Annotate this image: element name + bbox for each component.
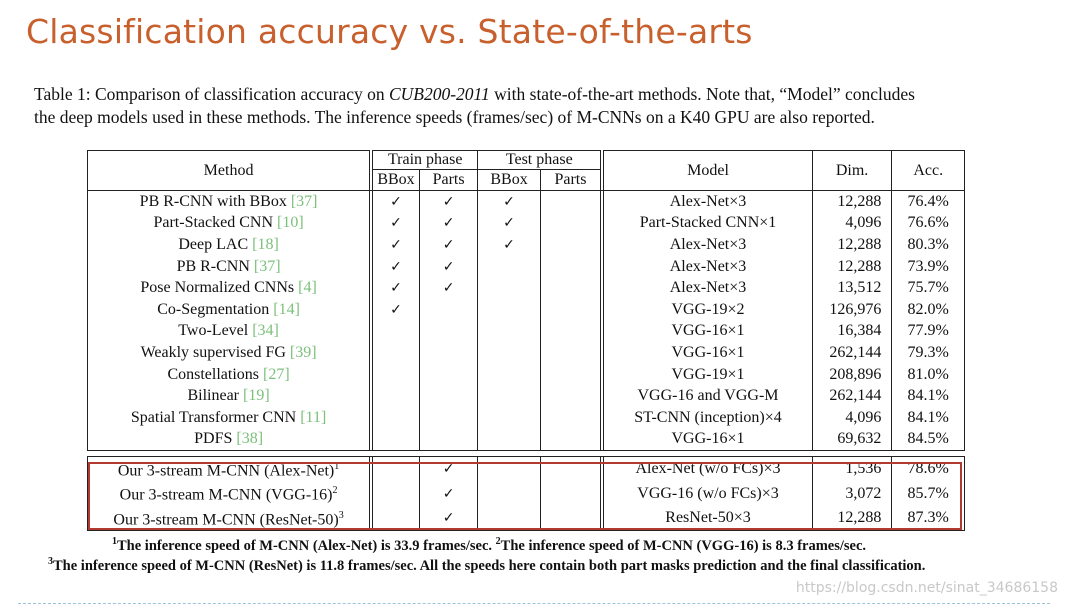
train-bbox-cell [373,429,420,451]
train-parts-cell [419,506,477,531]
train-parts-cell [419,429,477,451]
test-parts-cell [540,191,600,213]
header-test-parts: Parts [540,170,600,191]
test-bbox-cell [478,342,540,364]
method-name: Spatial Transformer CNN [11] [88,407,370,429]
model-name: ST-CNN (inception)×4 [604,407,813,429]
slide-bottom-divider [18,603,1050,604]
test-bbox-cell [478,481,540,505]
header-test-bbox: BBox [478,170,540,191]
test-parts-cell [540,299,600,321]
method-row [88,407,965,429]
checkmark-icon: ✓ [442,461,455,478]
header-test-phase: Test phase [478,151,601,170]
method-row [88,256,965,278]
train-bbox-cell [373,321,420,343]
method-row [88,364,965,386]
footnote-mark: 2 [332,485,338,497]
test-parts-cell [540,506,600,531]
dimension-value: 208,896 [812,364,892,386]
dimension-value: 12,288 [812,256,892,278]
header-acc: Acc. [892,151,965,191]
citation-ref: [11] [300,408,327,426]
test-bbox-cell [478,457,540,482]
train-parts-cell [419,457,477,482]
dataset-name: CUB200-2011 [388,84,490,104]
test-bbox-cell [478,364,540,386]
method-row [88,191,965,213]
accuracy-value: 85.7% [892,481,965,505]
dimension-value: 13,512 [812,277,892,299]
table-caption [34,83,1044,129]
header-train-bbox: BBox [373,170,420,191]
train-bbox-cell [373,191,420,213]
test-bbox-cell [478,256,540,278]
dimension-value: 1,536 [812,457,892,482]
test-parts-cell [540,321,600,343]
method-row [88,234,965,256]
accuracy-value: 80.3% [892,234,965,256]
header-dim: Dim. [812,151,892,191]
method-row [88,277,965,299]
train-parts-cell [419,277,477,299]
test-parts-cell [540,213,600,235]
train-bbox-cell [373,342,420,364]
citation-ref: [37] [253,257,281,275]
method-name: PB R-CNN [37] [88,256,370,278]
model-name: VGG-16×1 [604,342,813,364]
model-name: Alex-Net (w/o FCs)×3 [604,457,813,482]
method-row [88,299,965,321]
train-parts-cell [419,364,477,386]
dimension-value: 12,288 [812,234,892,256]
our-method-row [88,506,965,531]
model-name: Alex-Net×3 [604,191,813,213]
test-bbox-cell [478,277,540,299]
model-name: Alex-Net×3 [604,277,813,299]
citation-ref: [14] [273,300,300,318]
our-method-row [88,481,965,505]
dimension-value: 3,072 [812,481,892,505]
header-method: Method [88,151,370,191]
caption-line-2: the deep models used in these methods. The inference speeds (frames/sec) of M-CNNs on a K40 GPU are also reported. [34,107,875,127]
train-parts-cell [419,213,477,235]
footnote-mark: 3 [338,509,344,521]
citation-ref: [38] [236,430,264,448]
test-bbox-cell [478,299,540,321]
model-name: VGG-16×1 [604,321,813,343]
test-bbox-cell [478,407,540,429]
dimension-value: 12,288 [812,191,892,213]
dimension-value: 262,144 [812,385,892,407]
train-bbox-cell [373,364,420,386]
header-train-phase: Train phase [373,151,478,170]
test-parts-cell [540,481,600,505]
accuracy-value: 79.3% [892,342,965,364]
table-header [88,151,965,191]
accuracy-value: 78.6% [892,457,965,482]
checkmark-icon: ✓ [390,236,402,253]
model-name: Part-Stacked CNN×1 [604,213,813,235]
citation-ref: [4] [298,279,317,297]
test-bbox-cell [478,213,540,235]
dimension-value: 262,144 [812,342,892,364]
model-name: VGG-19×1 [604,364,813,386]
accuracy-value: 77.9% [892,321,965,343]
method-name: Deep LAC [18] [88,234,370,256]
method-name: Weakly supervised FG [39] [88,342,370,364]
checkmark-icon: ✓ [442,509,455,526]
method-name: Our 3-stream M-CNN (ResNet-50)$^3$ [88,506,370,531]
header-model: Model [604,151,813,191]
accuracy-value: 84.1% [892,385,965,407]
citation-ref: [27] [263,365,290,383]
dimension-value: 126,976 [812,299,892,321]
accuracy-value: 73.9% [892,256,965,278]
accuracy-value: 84.5% [892,429,965,451]
method-row [88,342,965,364]
accuracy-value: 81.0% [892,364,965,386]
method-name: PDFS [38] [88,429,370,451]
train-bbox-cell [373,234,420,256]
train-parts-cell [419,481,477,505]
checkmark-icon: ✓ [503,193,515,210]
checkmark-icon: ✓ [442,258,455,275]
dimension-value: 16,384 [812,321,892,343]
comparison-table [87,150,965,531]
checkmark-icon: ✓ [442,193,455,210]
train-bbox-cell [373,213,420,235]
train-bbox-cell [373,506,420,531]
train-bbox-cell [373,385,420,407]
method-name: Pose Normalized CNNs [4] [88,277,370,299]
test-parts-cell [540,407,600,429]
test-parts-cell [540,385,600,407]
checkmark-icon: ✓ [503,236,515,253]
train-parts-cell [419,385,477,407]
test-bbox-cell [478,429,540,451]
model-name: ResNet-50×3 [604,506,813,531]
our-method-row [88,457,965,482]
checkmark-icon: ✓ [503,215,515,232]
test-parts-cell [540,234,600,256]
dimension-value: 12,288 [812,506,892,531]
checkmark-icon: ✓ [390,215,402,232]
footnote-line-2: $^3$The inference speed of M-CNN (ResNet) is 11.8 frames/sec. All the speeds here contain both part masks prediction and the final classification. [48,556,926,574]
checkmark-icon: ✓ [390,280,402,297]
accuracy-value: 87.3% [892,506,965,531]
train-parts-cell [419,407,477,429]
method-name: Our 3-stream M-CNN $(VGG-16)^2$ [88,481,370,505]
method-row [88,321,965,343]
test-parts-cell [540,457,600,482]
train-parts-cell [419,256,477,278]
train-bbox-cell [373,481,420,505]
citation-ref: [39] [289,343,317,361]
method-name: Two-Level [34] [88,321,370,343]
test-parts-cell [540,342,600,364]
checkmark-icon: ✓ [390,193,402,210]
accuracy-value: 76.4% [892,191,965,213]
train-parts-cell [419,191,477,213]
method-row [88,385,965,407]
dimension-value: 69,632 [812,429,892,451]
slide-title: Classification accuracy vs. State-of-the-arts [26,12,753,51]
citation-ref: [10] [277,214,304,232]
checkmark-icon: ✓ [390,258,402,275]
method-name: Constellations [27] [88,364,370,386]
test-parts-cell [540,277,600,299]
citation-ref: [34] [252,322,279,340]
train-parts-cell [419,234,477,256]
test-bbox-cell [478,385,540,407]
method-name: Co-Segmentation [14] [88,299,370,321]
test-bbox-cell [478,506,540,531]
accuracy-value: 76.6% [892,213,965,235]
accuracy-value: 84.1% [892,407,965,429]
accuracy-value: 75.7% [892,277,965,299]
model-name: VGG-16×1 [604,429,813,451]
train-parts-cell [419,299,477,321]
caption-line-1: Table 1: Comparison of classification accuracy on CUB200-2011 with state-of-the-art methods. Note that, “Model” concludes [34,84,915,104]
citation-ref: [37] [290,192,318,210]
test-parts-cell [540,364,600,386]
model-name: Alex-Net×3 [604,256,813,278]
test-parts-cell [540,256,600,278]
checkmark-icon: ✓ [442,280,455,297]
method-name: Bilinear [19] [88,385,370,407]
train-bbox-cell [373,407,420,429]
footnote-line-1: $^1$The inference speed of M-CNN (Alex-Net) is 33.9 frames/sec. $^2$The inference speed of M-CNN (VGG-16) is 8.3 frames/sec. [112,536,867,554]
state-of-the-art-rows [88,191,965,451]
train-parts-cell [419,321,477,343]
method-name: PB R-CNN with BBox [37] [88,191,370,213]
model-name: Alex-Net×3 [604,234,813,256]
train-bbox-cell [373,256,420,278]
model-name: VGG-16 and VGG-M [604,385,813,407]
checkmark-icon: ✓ [390,301,402,318]
dimension-value: 4,096 [812,407,892,429]
accuracy-value: 82.0% [892,299,965,321]
our-method-rows [88,457,965,531]
footnote-mark: 1 [334,461,340,473]
test-parts-cell [540,429,600,451]
checkmark-icon: ✓ [442,215,455,232]
train-bbox-cell [373,457,420,482]
train-parts-cell [419,342,477,364]
citation-ref: [19] [243,387,270,405]
test-bbox-cell [478,191,540,213]
method-name: Our 3-stream M-CNN (Alex-Net)$^1$ [88,457,370,482]
method-row [88,213,965,235]
watermark-url: https://blog.csdn.net/sinat_34686158 [795,580,1058,596]
model-name: VGG-19×2 [604,299,813,321]
dimension-value: 4,096 [812,213,892,235]
test-bbox-cell [478,321,540,343]
method-name: Part-Stacked CNN [10] [88,213,370,235]
train-bbox-cell [373,299,420,321]
header-train-parts: Parts [419,170,477,191]
method-row [88,429,965,451]
test-bbox-cell [478,234,540,256]
model-name: VGG-16 (w/o FCs)×3 [604,481,813,505]
train-bbox-cell [373,277,420,299]
checkmark-icon: ✓ [442,236,455,253]
citation-ref: [18] [252,235,279,253]
checkmark-icon: ✓ [442,485,455,502]
